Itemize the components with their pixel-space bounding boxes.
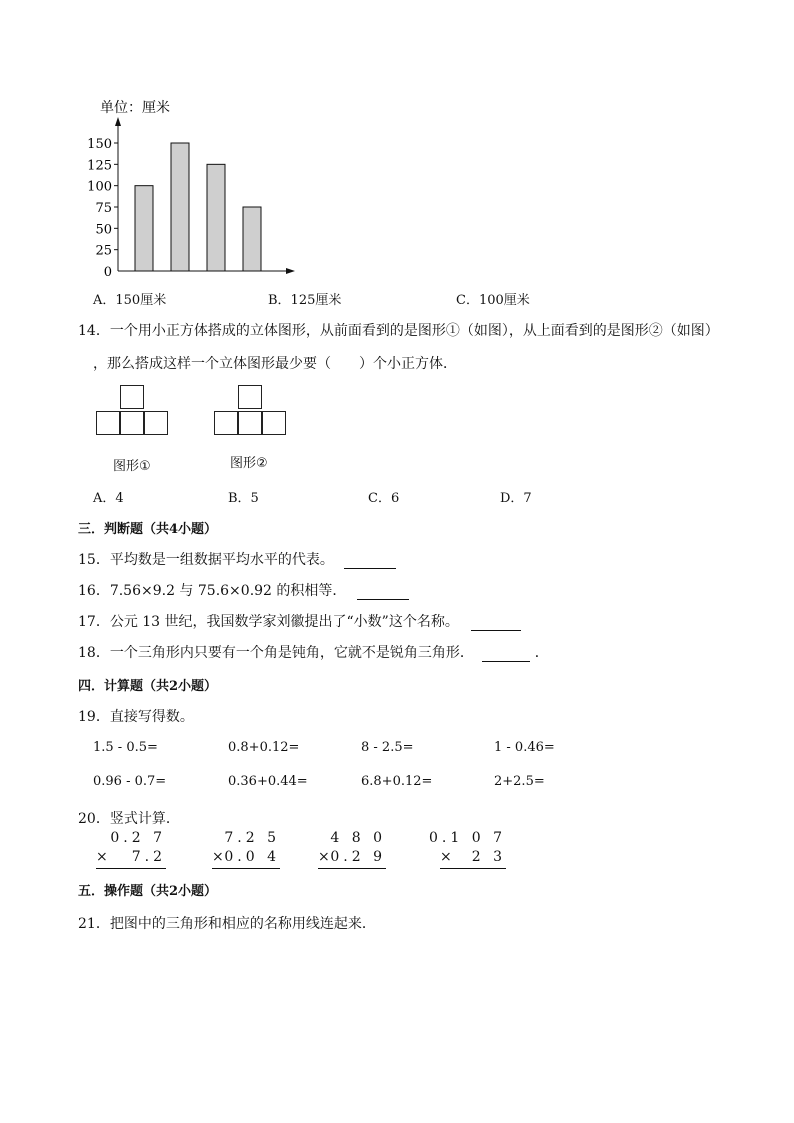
q16-text: 16．7.56×9.2 与 75.6×0.92 的积相等．	[78, 583, 347, 599]
figure-2-cell	[214, 411, 238, 435]
q14-option-c: C．6	[368, 491, 400, 506]
vertical-calc-op: ×	[212, 849, 224, 865]
vertical-calc-rule	[440, 868, 506, 869]
figure-2-cell	[238, 411, 262, 435]
q15-text: 15．平均数是一组数据平均水平的代表。	[78, 552, 334, 568]
figure-1-cell	[144, 411, 168, 435]
q17-text: 17．公元 13 世纪，我国数学家刘徽提出了“小数”这个名称。	[78, 614, 459, 630]
chart-y-tick-label: 125	[87, 158, 112, 174]
chart-bar	[207, 164, 225, 271]
q13-option-b: B．125厘米	[268, 293, 342, 308]
vertical-calc-2	[212, 830, 280, 870]
vertical-calc-3	[318, 830, 386, 870]
vertical-calc-bottom: 0.2 9	[330, 849, 386, 865]
q13-option-c: C．100厘米	[456, 293, 530, 308]
chart-bar	[135, 186, 153, 271]
calc-2-1: 0.96 - 0.7=	[93, 774, 167, 789]
vertical-calc-top: 0.1 0 7	[429, 830, 506, 846]
chart-bar	[243, 207, 261, 271]
q16	[78, 580, 409, 600]
figure-2-cell	[262, 411, 286, 435]
q16-answer-blank[interactable]	[357, 585, 409, 600]
q14-line2: ，那么搭成这样一个立体图形最少要（ ）个小正方体．	[93, 356, 457, 372]
calc-1-2: 0.8+0.12=	[228, 740, 300, 755]
calc-2-4: 2+2.5=	[494, 774, 545, 789]
vertical-calc-top: 7.2 5	[224, 830, 280, 846]
vertical-calc-op: ×	[96, 849, 108, 865]
vertical-calc-bottom: 0.0 4	[224, 849, 280, 865]
figure-2	[214, 385, 288, 437]
figure-1-label: 图形①	[113, 459, 151, 474]
vertical-calc-4	[429, 830, 506, 870]
vertical-calc-rule	[212, 868, 280, 869]
q14-option-d: D．7	[500, 491, 532, 506]
q18-answer-blank[interactable]	[482, 647, 530, 662]
chart-y-tick-label: 100	[87, 179, 112, 195]
q19: 19．直接写得数。	[78, 709, 194, 725]
q18-text: 18．一个三角形内只要有一个角是钝角，它就不是锐角三角形．	[78, 645, 474, 661]
vertical-calc-top: 4 8 0	[330, 830, 386, 846]
q14-option-a: A．4	[93, 491, 124, 506]
vertical-calc-rule	[318, 868, 386, 869]
vertical-calc-op: ×	[440, 849, 452, 865]
q13-option-a: A．150厘米	[93, 293, 167, 308]
q17	[78, 611, 521, 631]
chart-y-tick-label: 0	[103, 265, 112, 280]
figure-2-label: 图形②	[230, 456, 268, 471]
chart-y-axis-arrow	[115, 117, 121, 126]
q20: 20．竖式计算．	[78, 811, 180, 827]
q14-line1: 14．一个用小正方体搭成的立体图形，从前面看到的是图形①（如图），从上面看到的是图形②（如图）	[78, 323, 719, 339]
vertical-calc-bottom: 2 3	[471, 849, 506, 865]
calc-1-1: 1.5 - 0.5=	[93, 740, 158, 755]
vertical-calc-top: 0.2 7	[110, 830, 166, 846]
chart-bar	[171, 143, 189, 271]
section-4-heading: 四．计算题（共2小题）	[78, 679, 218, 694]
chart-unit-label: 单位：厘米	[100, 100, 170, 116]
chart-ticks	[87, 137, 118, 280]
q15	[78, 549, 396, 569]
chart-y-tick-label: 25	[95, 243, 112, 259]
chart-bars	[135, 143, 261, 271]
chart-y-tick-label: 150	[87, 137, 112, 152]
calc-2-3: 6.8+0.12=	[361, 774, 433, 789]
figure-2-cell	[238, 385, 262, 409]
figure-1-cell	[120, 411, 144, 435]
vertical-calc-bottom: 7.2	[131, 849, 166, 865]
calc-1-3: 8 - 2.5=	[361, 740, 414, 755]
q15-answer-blank[interactable]	[344, 554, 396, 569]
chart-x-axis-arrow	[286, 268, 295, 274]
calc-1-4: 1 - 0.46=	[494, 740, 555, 755]
figure-1-cell	[96, 411, 120, 435]
q21: 21．把图中的三角形和相应的名称用线连起来．	[78, 916, 376, 932]
chart-y-tick-label: 75	[95, 201, 112, 216]
section-5-heading: 五．操作题（共2小题）	[78, 884, 218, 899]
figure-1	[96, 385, 170, 437]
q17-answer-blank[interactable]	[471, 616, 521, 631]
figure-1-cell	[120, 385, 144, 409]
vertical-calc-1	[96, 830, 166, 870]
vertical-calc-op: ×	[318, 849, 330, 865]
calc-2-2: 0.36+0.44=	[228, 774, 308, 789]
bar-chart	[85, 90, 305, 285]
vertical-calc-rule	[96, 868, 166, 869]
q18	[78, 642, 549, 662]
section-3-heading: 三．判断题（共4小题）	[78, 522, 218, 537]
q18-period: ．	[534, 645, 549, 661]
q14-option-b: B．5	[228, 491, 259, 506]
chart-y-tick-label: 50	[95, 222, 112, 238]
